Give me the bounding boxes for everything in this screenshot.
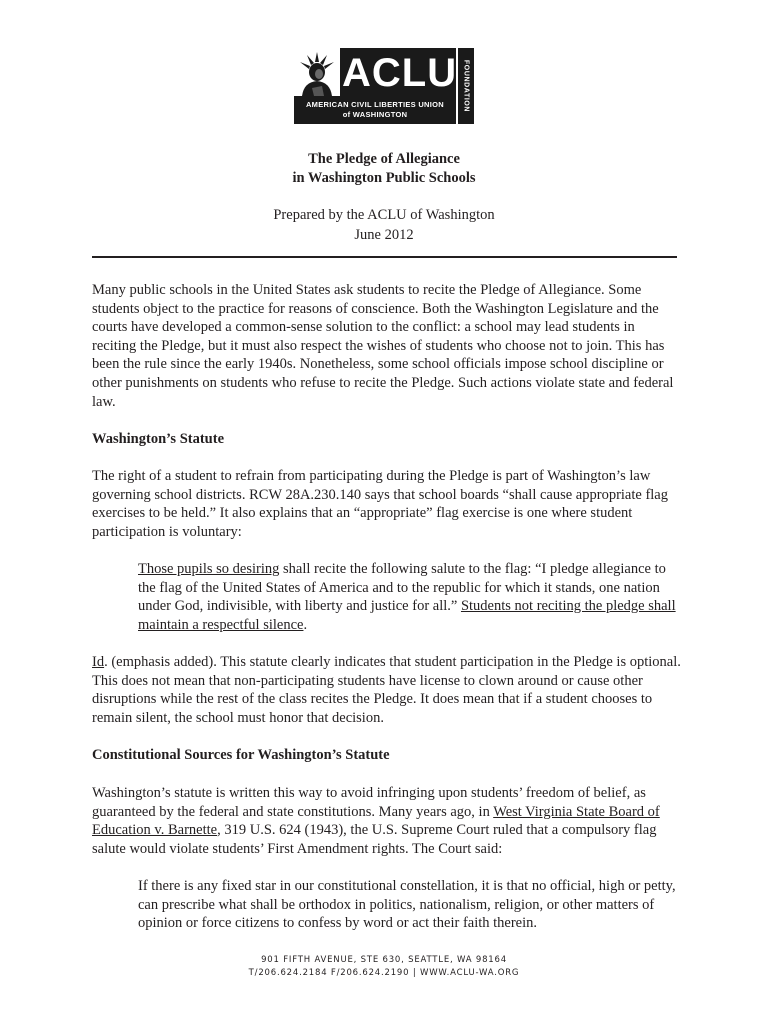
section-heading-statute: Washington’s Statute bbox=[92, 431, 225, 447]
statute-paragraph: The right of a student to refrain from participating during the Pledge is part of Washington’s law governing school districts. RCW 28A.230.140 says that school boards “shall cause appropriate flag exercises to be held.” It also explains that an “appropriate” flag exercise is one where student participation is voluntary: bbox=[92, 468, 668, 540]
aclu-logo bbox=[294, 48, 474, 124]
logo-foundation-bar bbox=[458, 48, 474, 124]
logo-box bbox=[294, 48, 456, 124]
constitutional-paragraph bbox=[92, 784, 682, 858]
analysis-text: . (emphasis added). This statute clearly indicates that student participation in the Pledge is optional. This does not mean that non-participating students have license to clown around or cause other disruptions while the rest of the class recites the Pledge. It does mean that if a student chooses to remain silent, the school must honor that decision. bbox=[92, 654, 681, 726]
quote-end: . bbox=[303, 616, 308, 633]
document-title: The Pledge of Allegiance bbox=[308, 151, 460, 167]
case-citation: West Virginia State Board of Education v. Barnette bbox=[92, 803, 660, 839]
quote-emphasis-2: Students not reciting the pledge shall maintain a respectful silence bbox=[138, 598, 676, 633]
statute-quote bbox=[138, 560, 683, 634]
constitutional-text-end: , 319 U.S. 624 (1943), the U.S. Supreme Court ruled that a compulsory flag salute would violate students’ First Amendment rights. The Court said: bbox=[92, 822, 657, 857]
document-subtitle: in Washington Public Schools bbox=[292, 170, 476, 186]
id-citation: Id bbox=[92, 654, 105, 670]
logo-subtitle: AMERICAN CIVIL LIBERTIES UNION bbox=[305, 100, 445, 109]
prepared-by: Prepared by the ACLU of Washington bbox=[273, 207, 495, 223]
statute-analysis-paragraph bbox=[92, 653, 682, 727]
intro-paragraph: Many public schools in the United States ask students to recite the Pledge of Allegiance. Some students object to the practice for reasons of conscience. Both the Washington Legislature and the courts have developed a common-sense solution to the conflict: a school may lead students in reciting the Pledge, but it must also respect the wishes of students who choose not to join. This has been the rule since the early 1940s. Nonetheless, some school officials impose school discipline or other punishments on students who refuse to recite the Pledge. Such actions violate state and federal law. bbox=[92, 282, 674, 410]
quote-body: shall recite the following salute to the flag: “I pledge allegiance to the flag of the United States of America and to the republic for which it stands, one nation under God, indivisible, with liberty and justice for all.” bbox=[138, 561, 666, 615]
quote-emphasis-1: Those pupils so desiring bbox=[138, 561, 280, 577]
logo-subtitle-state: of WASHINGTON bbox=[342, 110, 408, 119]
footer-contact: T/206.624.2184 F/206.624.2190 | WWW.ACLU-WA.ORG bbox=[248, 968, 520, 978]
logo-wordmark: ACLU bbox=[342, 51, 458, 95]
court-quote: If there is any fixed star in our constitutional constellation, it is that no official, high or petty, can prescribe what shall be orthodox in politics, nationalism, religion, or other matters of opinion or force citizens to confess by word or act their faith therein. bbox=[138, 878, 676, 932]
section-heading-constitutional: Constitutional Sources for Washington’s Statute bbox=[92, 747, 390, 763]
logo-foundation-text: FOUNDATION bbox=[462, 59, 470, 113]
document-date: June 2012 bbox=[354, 227, 414, 243]
statue-of-liberty-icon bbox=[294, 48, 340, 96]
header-divider bbox=[92, 256, 677, 258]
constitutional-text-start: Washington’s statute is written this way to avoid infringing upon students’ freedom of belief, as guaranteed by the federal and state constitutions. Many years ago, in bbox=[92, 785, 646, 820]
footer-address: 901 FIFTH AVENUE, STE 630, SEATTLE, WA 98164 bbox=[261, 955, 507, 965]
